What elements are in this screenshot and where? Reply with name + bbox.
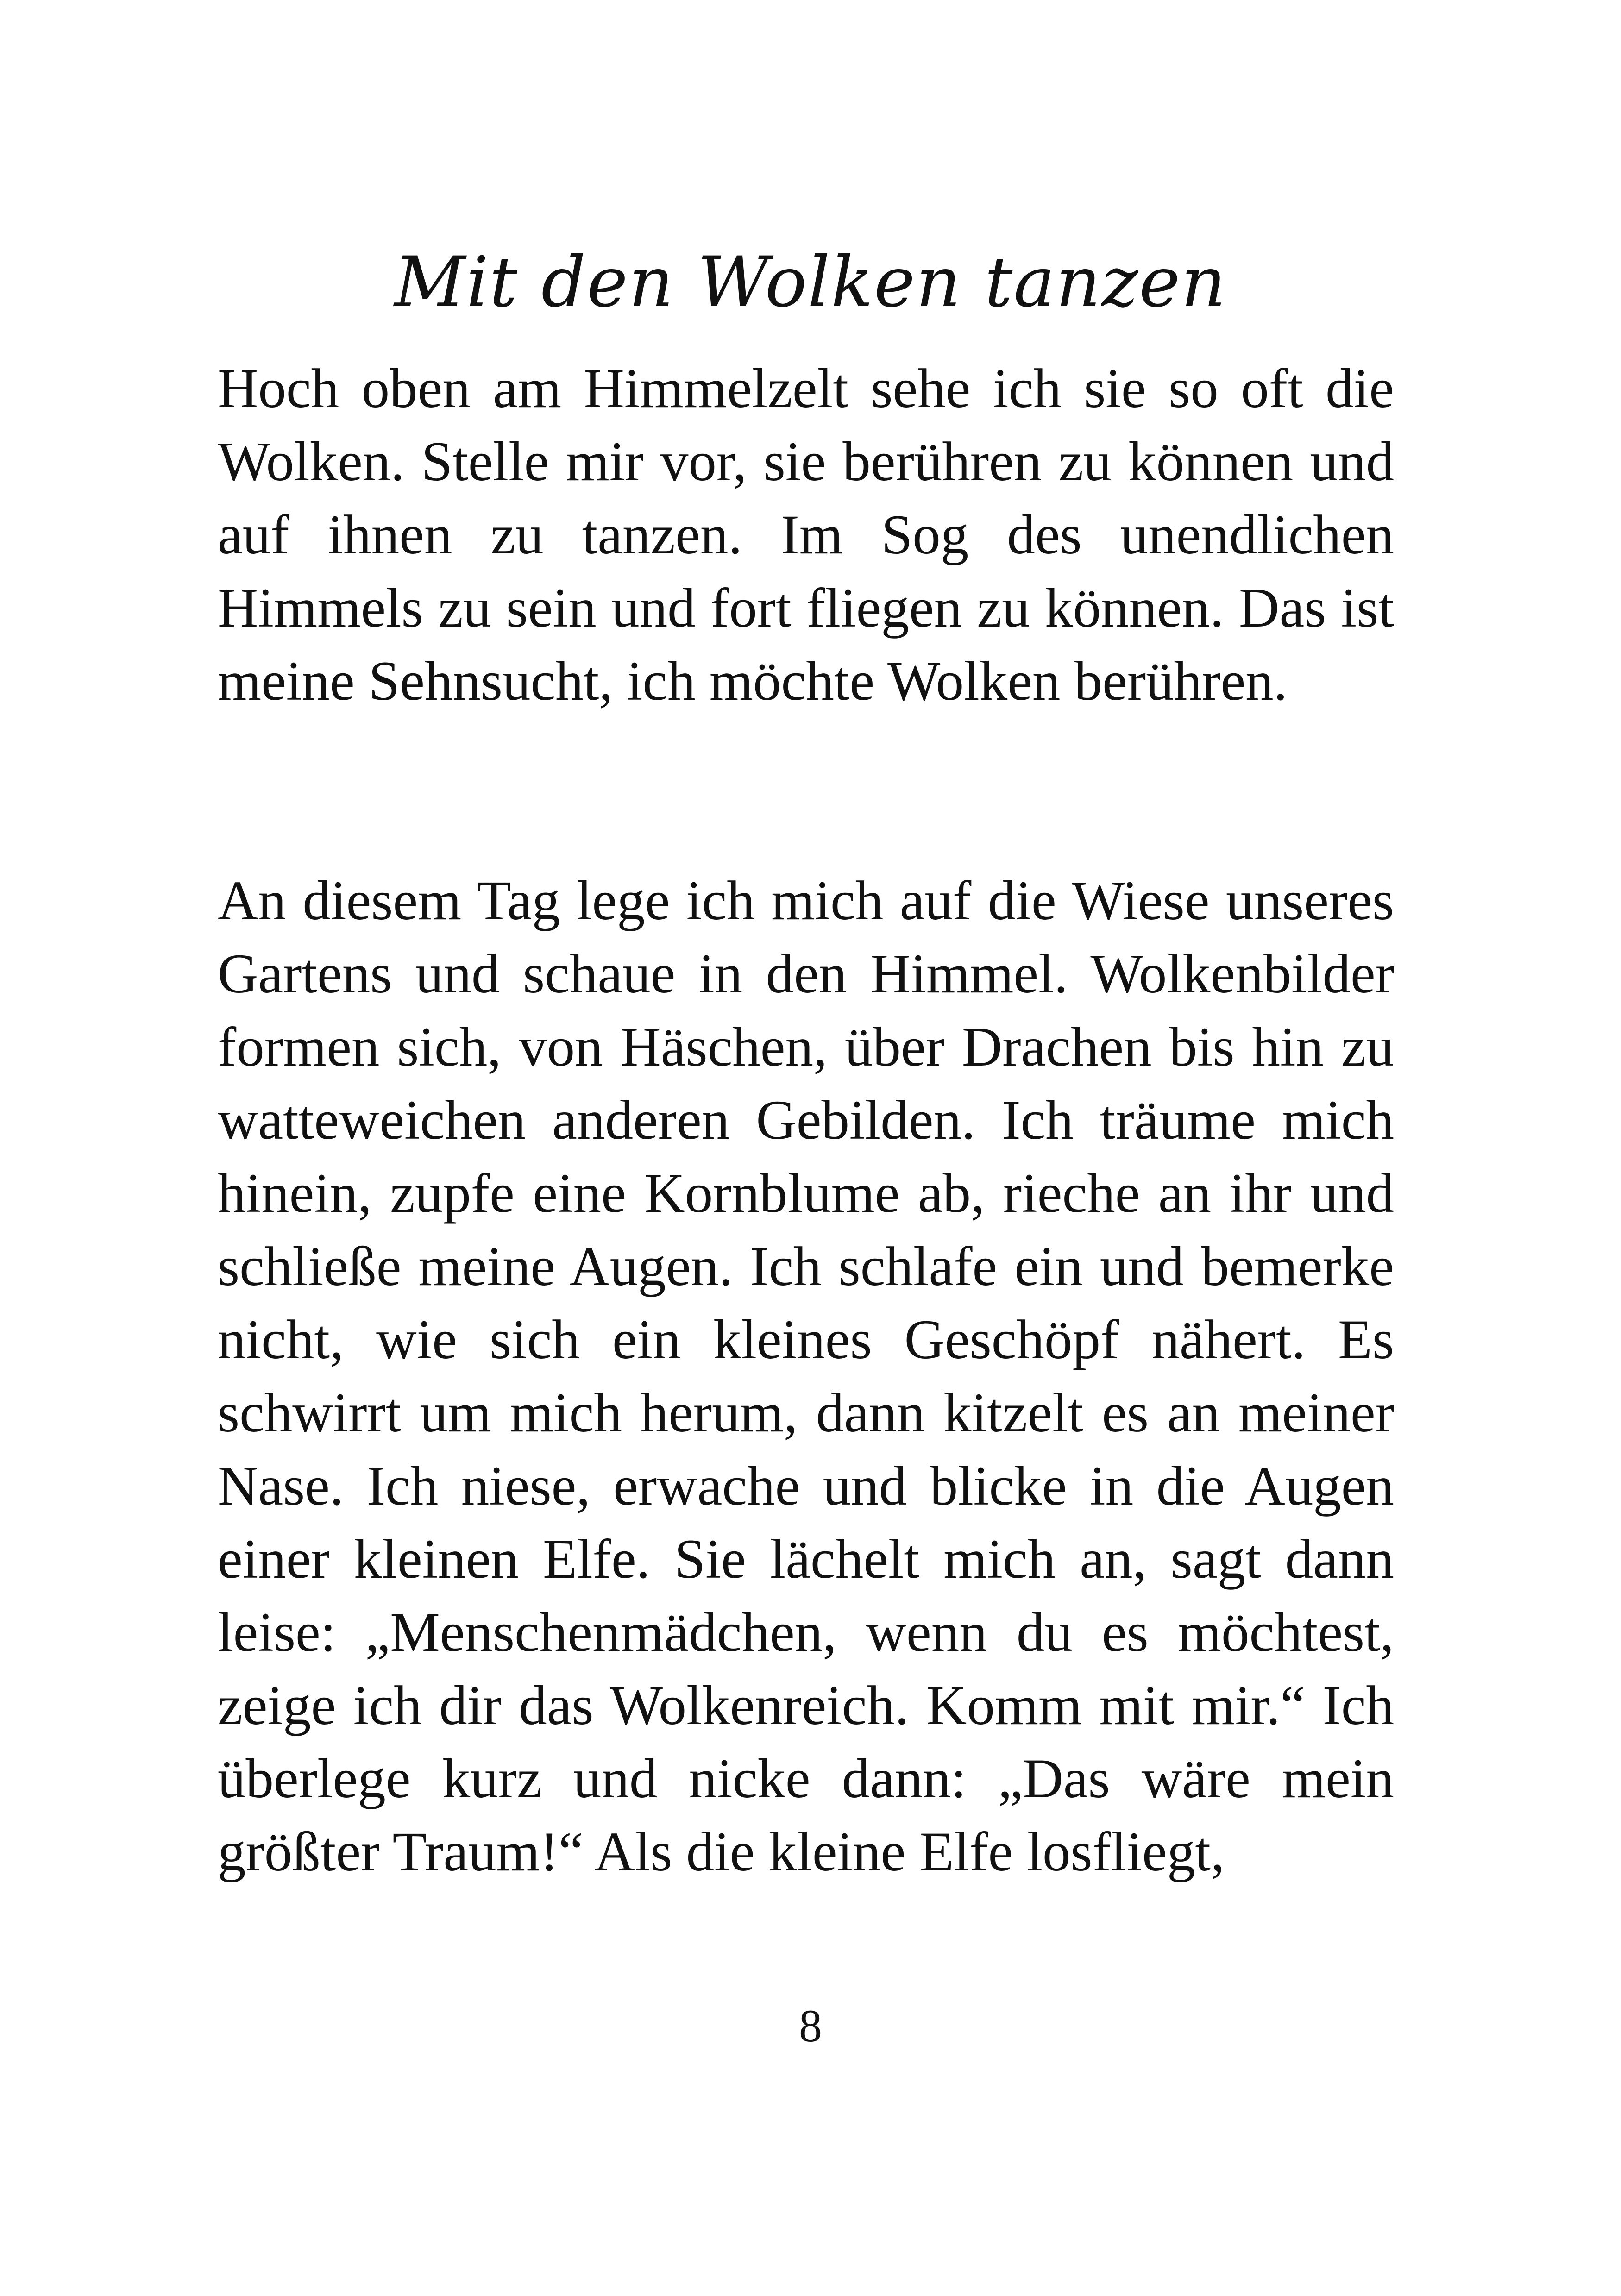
paragraph-2: An diesem Tag lege ich mich auf die Wiese unseres Gartens und schaue in den Himmel. Wolkenbilder formen sich, von Häschen, über Drachen bis hin zu watteweichen anderen Gebilden. Ich träume mich hinein, zupfe eine Kornblume ab, rieche an ihr und schließe meine Augen. Ich schlafe ein und bemerke nicht, wie sich ein kleines Geschöpf nähert. Es schwirrt um mich herum, dann kitzelt es an meiner Nase. Ich niese, erwache und blicke in die Augen einer kleinen Elfe. Sie lächelt mich an, sagt dann leise: „Menschenmädchen, wenn du es möchtest, zeige ich dir das Wolkenreich. Komm mit mir.“ Ich überlege kurz und nicke dann: „Das wäre mein größter Traum!“ Als die kleine Elfe losfliegt, <box>218 870 1394 1883</box>
body-text <box>218 352 1394 1888</box>
paragraph-1: Hoch oben am Himmelzelt sehe ich sie so oft die Wolken. Stelle mir vor, sie berühren zu können und auf ihnen zu tanzen. Im Sog des unendlichen Himmels zu sein und fort fliegen zu können. Das ist meine Sehnsucht, ich möchte Wolken berühren. <box>218 358 1394 712</box>
chapter-title: Mit den Wolken tanzen <box>394 242 1227 323</box>
page-number: 8 <box>799 2000 822 2051</box>
paragraph-spacer <box>218 718 1394 864</box>
